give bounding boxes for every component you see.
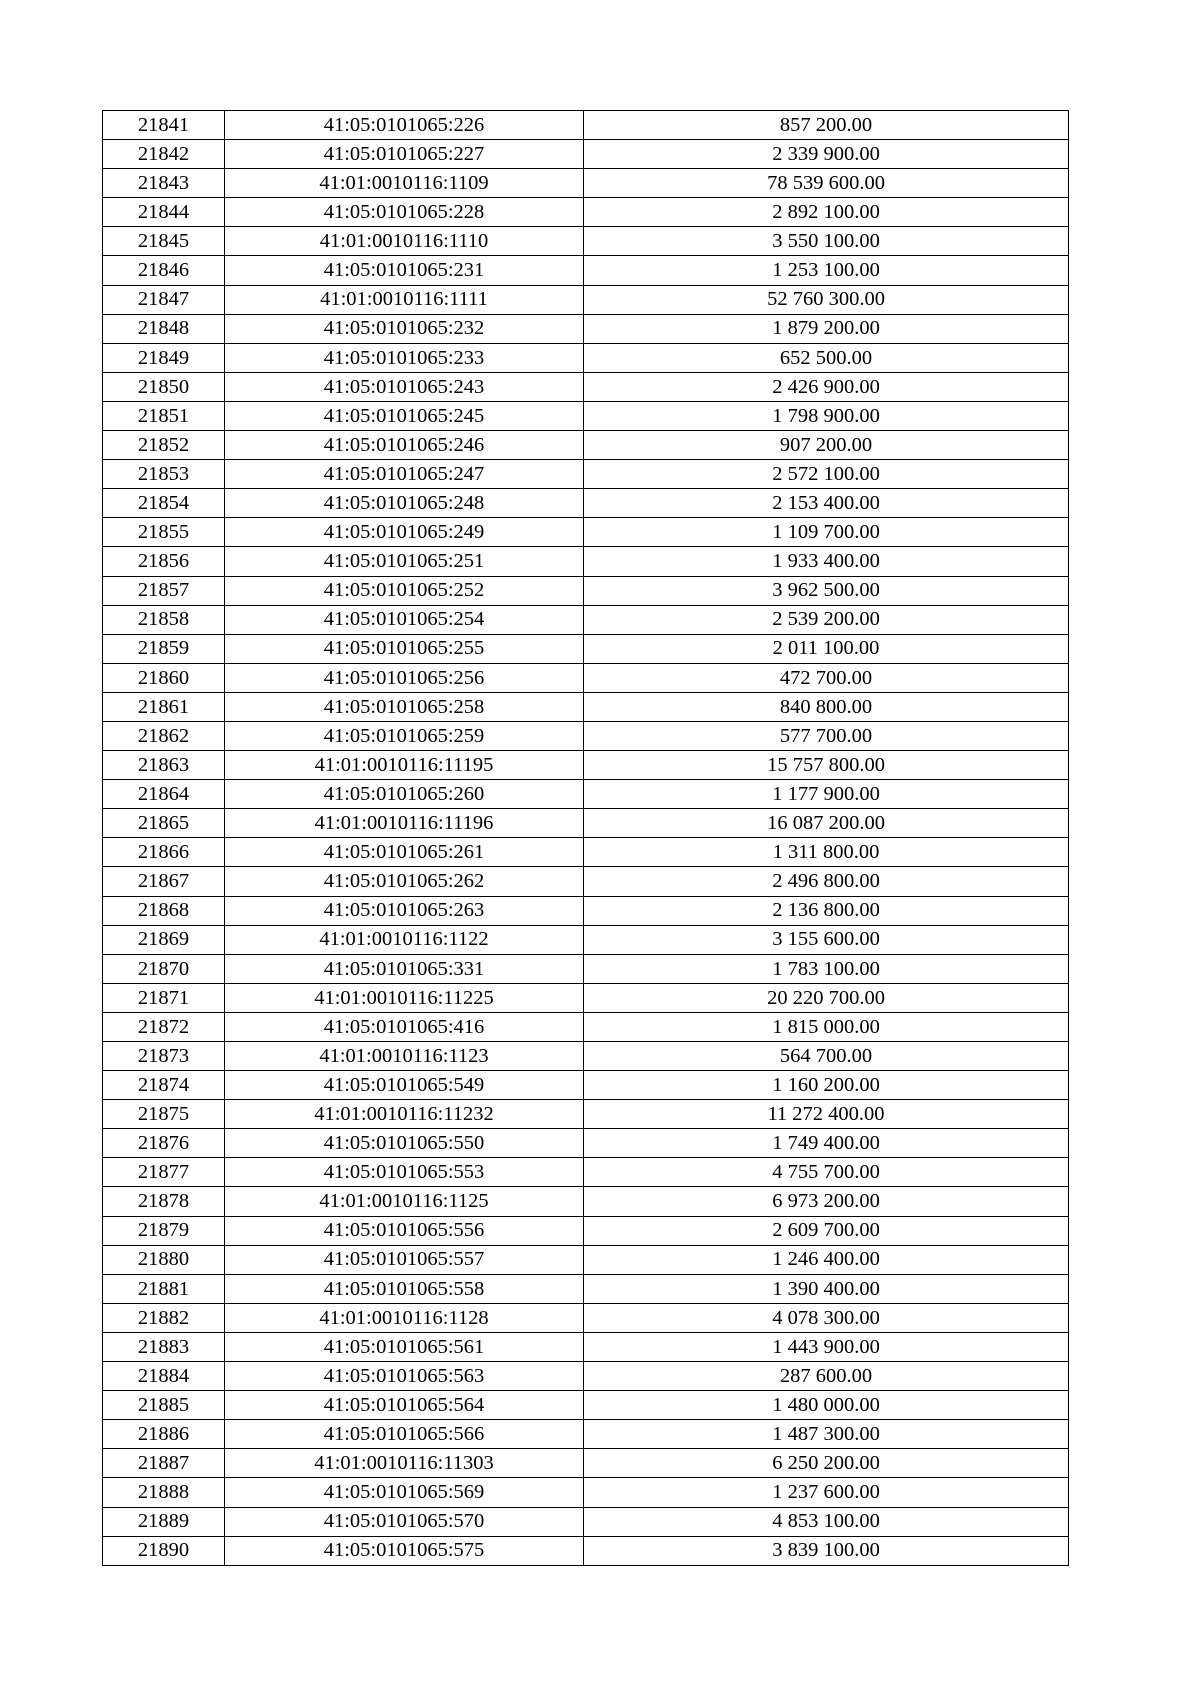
table-row [103,838,1069,867]
row-number-cell: 21876 [103,1129,225,1158]
table-row [103,1391,1069,1420]
cadastral-value-cell: 564 700.00 [584,1042,1069,1071]
row-number-cell: 21841 [103,111,225,140]
cadastral-value-cell: 472 700.00 [584,663,1069,692]
table-row [103,227,1069,256]
row-number-cell: 21849 [103,343,225,372]
cadastral-number-cell: 41:01:0010116:11225 [225,983,584,1012]
cadastral-value-cell: 1 390 400.00 [584,1274,1069,1303]
cadastral-number-cell: 41:05:0101065:254 [225,605,584,634]
row-number-cell: 21869 [103,925,225,954]
row-number-cell: 21886 [103,1420,225,1449]
cadastral-number-cell: 41:05:0101065:245 [225,401,584,430]
cadastral-value-cell: 857 200.00 [584,111,1069,140]
cadastral-number-cell: 41:05:0101065:260 [225,780,584,809]
cadastral-number-cell: 41:05:0101065:227 [225,140,584,169]
row-number-cell: 21882 [103,1303,225,1332]
table-row [103,198,1069,227]
cadastral-number-cell: 41:05:0101065:262 [225,867,584,896]
cadastral-number-cell: 41:05:0101065:556 [225,1216,584,1245]
cadastral-value-cell: 52 760 300.00 [584,285,1069,314]
row-number-cell: 21857 [103,576,225,605]
cadastral-number-cell: 41:05:0101065:261 [225,838,584,867]
cadastral-value-table [102,110,1069,1566]
table-row [103,1420,1069,1449]
cadastral-number-cell: 41:05:0101065:575 [225,1536,584,1565]
table-row [103,925,1069,954]
cadastral-number-cell: 41:01:0010116:11303 [225,1449,584,1478]
row-number-cell: 21875 [103,1100,225,1129]
row-number-cell: 21884 [103,1362,225,1391]
cadastral-value-cell: 6 250 200.00 [584,1449,1069,1478]
cadastral-value-cell: 907 200.00 [584,431,1069,460]
table-row [103,1129,1069,1158]
cadastral-number-cell: 41:01:0010116:11195 [225,751,584,780]
row-number-cell: 21845 [103,227,225,256]
row-number-cell: 21854 [103,489,225,518]
row-number-cell: 21848 [103,314,225,343]
cadastral-value-cell: 1 815 000.00 [584,1012,1069,1041]
cadastral-value-cell: 1 933 400.00 [584,547,1069,576]
table-row [103,1245,1069,1274]
table-row [103,1012,1069,1041]
cadastral-value-cell: 1 749 400.00 [584,1129,1069,1158]
cadastral-value-cell: 1 237 600.00 [584,1478,1069,1507]
row-number-cell: 21870 [103,954,225,983]
table-row [103,1158,1069,1187]
cadastral-number-cell: 41:05:0101065:248 [225,489,584,518]
row-number-cell: 21861 [103,692,225,721]
table-row [103,1536,1069,1565]
table-row [103,1274,1069,1303]
cadastral-value-cell: 1 879 200.00 [584,314,1069,343]
cadastral-value-cell: 2 892 100.00 [584,198,1069,227]
row-number-cell: 21881 [103,1274,225,1303]
cadastral-value-cell: 2 011 100.00 [584,634,1069,663]
row-number-cell: 21866 [103,838,225,867]
table-row [103,954,1069,983]
table-row [103,140,1069,169]
table-row [103,634,1069,663]
cadastral-value-cell: 1 109 700.00 [584,518,1069,547]
row-number-cell: 21878 [103,1187,225,1216]
table-row [103,867,1069,896]
cadastral-number-cell: 41:05:0101065:561 [225,1332,584,1361]
table-row [103,314,1069,343]
table-row [103,372,1069,401]
row-number-cell: 21865 [103,809,225,838]
row-number-cell: 21855 [103,518,225,547]
cadastral-value-cell: 2 426 900.00 [584,372,1069,401]
cadastral-value-cell: 1 253 100.00 [584,256,1069,285]
table-row [103,896,1069,925]
cadastral-value-cell: 577 700.00 [584,721,1069,750]
cadastral-number-cell: 41:01:0010116:1110 [225,227,584,256]
cadastral-number-cell: 41:05:0101065:550 [225,1129,584,1158]
table-row [103,1071,1069,1100]
cadastral-number-cell: 41:05:0101065:563 [225,1362,584,1391]
cadastral-number-cell: 41:05:0101065:233 [225,343,584,372]
cadastral-number-cell: 41:05:0101065:247 [225,460,584,489]
cadastral-number-cell: 41:01:0010116:11232 [225,1100,584,1129]
cadastral-number-cell: 41:05:0101065:256 [225,663,584,692]
table-row [103,1303,1069,1332]
row-number-cell: 21862 [103,721,225,750]
cadastral-value-cell: 4 755 700.00 [584,1158,1069,1187]
cadastral-number-cell: 41:05:0101065:416 [225,1012,584,1041]
cadastral-value-cell: 2 539 200.00 [584,605,1069,634]
cadastral-number-cell: 41:01:0010116:11196 [225,809,584,838]
cadastral-value-cell: 15 757 800.00 [584,751,1069,780]
row-number-cell: 21880 [103,1245,225,1274]
table-row [103,489,1069,518]
cadastral-value-cell: 16 087 200.00 [584,809,1069,838]
table-row [103,460,1069,489]
cadastral-number-cell: 41:05:0101065:553 [225,1158,584,1187]
row-number-cell: 21844 [103,198,225,227]
cadastral-value-cell: 2 572 100.00 [584,460,1069,489]
table-row [103,518,1069,547]
row-number-cell: 21877 [103,1158,225,1187]
table-row [103,343,1069,372]
cadastral-number-cell: 41:05:0101065:231 [225,256,584,285]
cadastral-value-cell: 4 078 300.00 [584,1303,1069,1332]
cadastral-number-cell: 41:05:0101065:232 [225,314,584,343]
table-row [103,605,1069,634]
cadastral-value-cell: 1 487 300.00 [584,1420,1069,1449]
table-row [103,983,1069,1012]
cadastral-value-cell: 3 962 500.00 [584,576,1069,605]
cadastral-value-cell: 1 311 800.00 [584,838,1069,867]
row-number-cell: 21889 [103,1507,225,1536]
row-number-cell: 21883 [103,1332,225,1361]
cadastral-number-cell: 41:05:0101065:558 [225,1274,584,1303]
row-number-cell: 21852 [103,431,225,460]
row-number-cell: 21873 [103,1042,225,1071]
row-number-cell: 21890 [103,1536,225,1565]
cadastral-number-cell: 41:05:0101065:564 [225,1391,584,1420]
cadastral-value-cell: 2 136 800.00 [584,896,1069,925]
table-row [103,111,1069,140]
row-number-cell: 21843 [103,169,225,198]
row-number-cell: 21846 [103,256,225,285]
cadastral-number-cell: 41:05:0101065:252 [225,576,584,605]
cadastral-number-cell: 41:01:0010116:1122 [225,925,584,954]
row-number-cell: 21868 [103,896,225,925]
cadastral-number-cell: 41:05:0101065:228 [225,198,584,227]
table-row [103,1507,1069,1536]
row-number-cell: 21847 [103,285,225,314]
row-number-cell: 21860 [103,663,225,692]
row-number-cell: 21859 [103,634,225,663]
row-number-cell: 21879 [103,1216,225,1245]
cadastral-value-cell: 1 246 400.00 [584,1245,1069,1274]
table-row [103,1100,1069,1129]
cadastral-number-cell: 41:01:0010116:1123 [225,1042,584,1071]
cadastral-value-cell: 3 839 100.00 [584,1536,1069,1565]
row-number-cell: 21850 [103,372,225,401]
cadastral-value-cell: 2 496 800.00 [584,867,1069,896]
row-number-cell: 21842 [103,140,225,169]
cadastral-number-cell: 41:05:0101065:263 [225,896,584,925]
table-row [103,401,1069,430]
row-number-cell: 21864 [103,780,225,809]
row-number-cell: 21867 [103,867,225,896]
cadastral-number-cell: 41:05:0101065:255 [225,634,584,663]
cadastral-number-cell: 41:05:0101065:570 [225,1507,584,1536]
cadastral-value-cell: 1 443 900.00 [584,1332,1069,1361]
cadastral-number-cell: 41:01:0010116:1109 [225,169,584,198]
row-number-cell: 21874 [103,1071,225,1100]
cadastral-value-cell: 652 500.00 [584,343,1069,372]
cadastral-value-cell: 1 160 200.00 [584,1071,1069,1100]
cadastral-value-cell: 3 550 100.00 [584,227,1069,256]
cadastral-number-cell: 41:05:0101065:246 [225,431,584,460]
row-number-cell: 21853 [103,460,225,489]
row-number-cell: 21887 [103,1449,225,1478]
table-row [103,1042,1069,1071]
row-number-cell: 21851 [103,401,225,430]
cadastral-value-cell: 4 853 100.00 [584,1507,1069,1536]
cadastral-number-cell: 41:01:0010116:1128 [225,1303,584,1332]
table-row [103,1449,1069,1478]
cadastral-value-cell: 840 800.00 [584,692,1069,721]
cadastral-number-cell: 41:05:0101065:259 [225,721,584,750]
table-row [103,547,1069,576]
cadastral-number-cell: 41:01:0010116:1111 [225,285,584,314]
cadastral-number-cell: 41:05:0101065:569 [225,1478,584,1507]
cadastral-value-cell: 1 480 000.00 [584,1391,1069,1420]
cadastral-value-cell: 2 609 700.00 [584,1216,1069,1245]
table-row [103,1362,1069,1391]
table-row [103,576,1069,605]
cadastral-number-cell: 41:01:0010116:1125 [225,1187,584,1216]
table-row [103,721,1069,750]
cadastral-value-cell: 20 220 700.00 [584,983,1069,1012]
cadastral-value-cell: 3 155 600.00 [584,925,1069,954]
cadastral-value-cell: 1 798 900.00 [584,401,1069,430]
row-number-cell: 21871 [103,983,225,1012]
table-row [103,256,1069,285]
row-number-cell: 21885 [103,1391,225,1420]
table-row [103,751,1069,780]
cadastral-value-cell: 1 783 100.00 [584,954,1069,983]
cadastral-number-cell: 41:05:0101065:243 [225,372,584,401]
cadastral-value-cell: 287 600.00 [584,1362,1069,1391]
cadastral-number-cell: 41:05:0101065:566 [225,1420,584,1449]
table-row [103,285,1069,314]
table-row [103,1216,1069,1245]
table-row [103,431,1069,460]
cadastral-value-cell: 11 272 400.00 [584,1100,1069,1129]
table-body [103,111,1069,1566]
cadastral-number-cell: 41:05:0101065:249 [225,518,584,547]
cadastral-number-cell: 41:05:0101065:258 [225,692,584,721]
cadastral-value-cell: 6 973 200.00 [584,1187,1069,1216]
row-number-cell: 21858 [103,605,225,634]
row-number-cell: 21863 [103,751,225,780]
cadastral-number-cell: 41:05:0101065:557 [225,1245,584,1274]
table-row [103,663,1069,692]
row-number-cell: 21872 [103,1012,225,1041]
table-row [103,169,1069,198]
cadastral-number-cell: 41:05:0101065:251 [225,547,584,576]
table-row [103,1187,1069,1216]
cadastral-value-cell: 2 339 900.00 [584,140,1069,169]
table-row [103,692,1069,721]
table-row [103,1332,1069,1361]
cadastral-number-cell: 41:05:0101065:331 [225,954,584,983]
cadastral-number-cell: 41:05:0101065:226 [225,111,584,140]
table-row [103,780,1069,809]
row-number-cell: 21856 [103,547,225,576]
table-row [103,809,1069,838]
row-number-cell: 21888 [103,1478,225,1507]
cadastral-value-cell: 78 539 600.00 [584,169,1069,198]
table-row [103,1478,1069,1507]
cadastral-value-cell: 1 177 900.00 [584,780,1069,809]
cadastral-number-cell: 41:05:0101065:549 [225,1071,584,1100]
cadastral-value-cell: 2 153 400.00 [584,489,1069,518]
